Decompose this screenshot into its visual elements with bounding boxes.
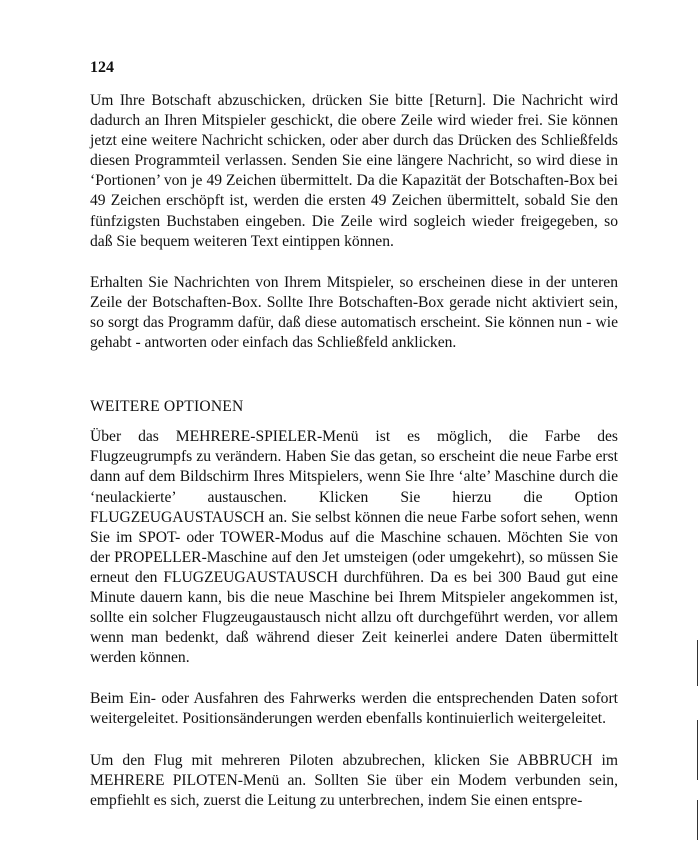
body-text <box>90 91 618 832</box>
paragraph-section-2: Beim Ein- oder Ausfahren des Fahrwerks werden die entsprechenden Daten sofort weitergeleitet. Positionsänderungen werden ebenfalls kontinuierlich weitergeleitet. <box>90 690 618 728</box>
paragraph-intro-1: Um Ihre Botschaft abzuschicken, drücken Sie bitte [Return]. Die Nachricht wird dadurch an Ihren Mitspieler geschickt, die obere Zeile wird wieder frei. Sie können jetzt eine weitere Nachricht schicken, oder aber durch das Drücken des Schließfelds diesen Programmteil verlassen. Senden Sie eine längere Nachricht, so wird diese in ‘Portionen’ von je 49 Zeichen übermittelt. Da die Kapazität der Botschaften-Box bei 49 Zeichen erschöpft ist, werden die ersten 49 Zeichen übermittelt, sobald Sie den fünfzigsten Buchstaben eingeben. Die Zeile wird sogleich wieder freigegeben, so daß Sie bequem weiteren Text eintippen können. <box>90 92 618 250</box>
scan-edge-mark <box>697 720 698 780</box>
paragraph-intro-2: Erhalten Sie Nachrichten von Ihrem Mitspieler, so erscheinen diese in der unteren Zeile der Botschaften-Box. Sollte Ihre Botschaften-Box gerade nicht aktiviert sein, so sorgt das Programm dafür, daß diese automatisch erscheint. Sie können nun - wie gehabt - antworten oder einfach das Schließfeld anklicken. <box>90 273 618 352</box>
scan-edge-mark <box>697 640 698 686</box>
paragraph-section-1: Über das MEHRERE-SPIELER-Menü ist es möglich, die Farbe des Flugzeugrumpfs zu verändern. Haben Sie das getan, so erscheint die neue Farbe erst dann auf dem Bildschirm Ihres Mitspielers, wenn Sie Ihre ‘alte’ Maschine durch die ‘neulackierte’ austauschen. Klicken Sie hierzu die Option FLUGZEUGAUSTAUSCH an. Sie selbst können die neue Farbe sofort sehen, wenn Sie im SPOT- oder TOWER-Modus auf die Maschine schauen. Möchten Sie von der PROPELLER-Maschine auf den Jet umsteigen (oder umgekehrt), so müssen Sie erneut den FLUGZEUGAUSTAUSCH durchführen. Da es bei 300 Baud gut eine Minute dauern kann, bis die neue Maschine bei Ihrem Mitspieler angekommen ist, sollte ein solcher Flugzeugaustausch nicht allzu oft durchgeführt werden, vor allem wenn man bedenkt, daß während dieser Zeit keinerlei andere Daten übermittelt werden können. <box>90 428 618 667</box>
scan-edge-mark <box>697 800 698 840</box>
paragraph-section-3: Um den Flug mit mehreren Piloten abzubrechen, klicken Sie ABBRUCH im MEHRERE PILOTEN-Menü an. Sollten Sie über ein Modem verbunden sein, empfiehlt es sich, zuerst die Leitung zu unterbrechen, indem Sie einen entspre- <box>90 751 618 809</box>
page-number: 124 <box>90 59 114 76</box>
section-heading: WEITERE OPTIONEN <box>90 398 244 416</box>
